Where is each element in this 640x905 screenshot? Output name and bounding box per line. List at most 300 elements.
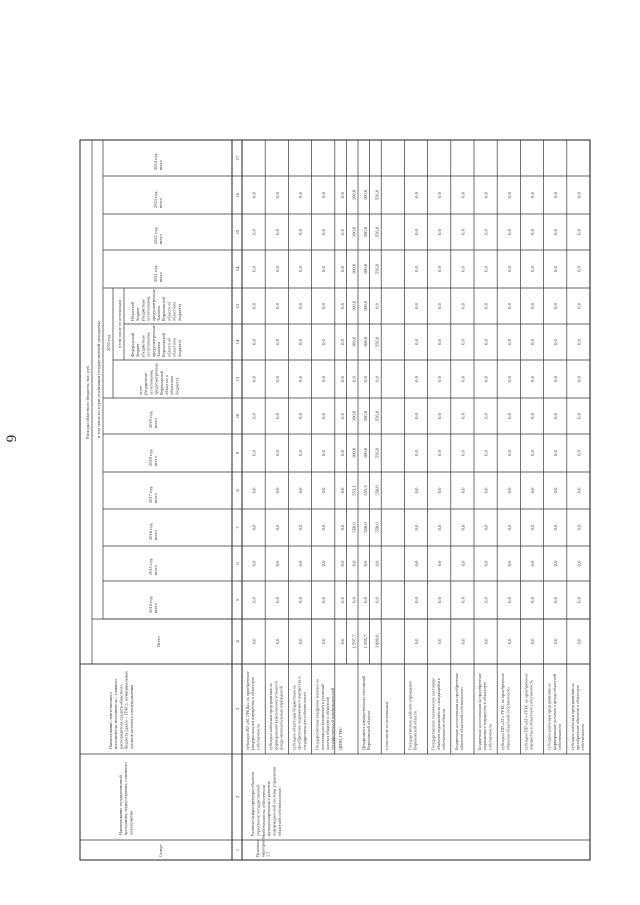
measure-label: Развитие инфраструктуры объектов	[250, 772, 255, 836]
row-value: 0,0	[251, 229, 257, 235]
row-label: объектов областной собственности	[459, 687, 464, 750]
row-value: 0,0	[339, 376, 345, 382]
header-y2022: 2022 год,	[153, 227, 158, 244]
header-program-name: программы, подпрограммы, основного	[123, 762, 129, 835]
row-value: 0,0	[274, 524, 280, 531]
row-value: 0,0	[298, 376, 303, 382]
row-value: 0,0	[374, 560, 380, 567]
header-y2023: 2023 год,	[153, 191, 158, 208]
row-label: приобретение недвижимого имущества в	[296, 676, 302, 750]
column-number: 3	[235, 707, 240, 711]
row-value: 0,0	[274, 339, 280, 345]
row-value: 0,0	[414, 192, 419, 198]
row-value: 0,0	[298, 524, 303, 531]
header-y2020-all: областью о	[164, 375, 169, 395]
column-number: 8	[235, 489, 240, 492]
column-number: 14	[235, 339, 240, 345]
row-value: 0,0	[298, 339, 303, 345]
row-value: 0,0	[298, 192, 303, 198]
row-label: в том числе по источникам	[384, 701, 390, 750]
row-value: 0,0	[274, 192, 280, 198]
row-value: 0,0	[414, 413, 419, 419]
row-value: 100,0	[351, 447, 357, 459]
header-src-federal: ассигнования,	[145, 331, 151, 357]
row-value: 100,0	[363, 300, 369, 312]
row-label: объектов областной собственности	[505, 687, 511, 750]
row-value: 0,0	[339, 487, 345, 494]
header-y2014: 2014 год,	[148, 596, 153, 613]
row-value: 0,0	[530, 266, 535, 272]
row-value: 0,0	[414, 524, 419, 531]
row-value: 0,0	[460, 266, 466, 272]
row-value: 0,0	[576, 560, 582, 567]
row-value: 100,0	[351, 263, 357, 275]
row-label: субсидии казённым предприятиям на	[546, 683, 552, 750]
header-src-regional: ассигнования,	[145, 295, 151, 321]
row-value: 0,0	[251, 413, 257, 419]
row-value: 0,0	[460, 192, 466, 198]
row-value: 0,0	[251, 638, 257, 645]
row-value: 0,0	[506, 303, 512, 309]
row-value: 553,1	[351, 485, 357, 496]
row-value: 100,0	[363, 263, 369, 275]
row-value: 0,0	[553, 266, 559, 272]
row-value: 0,0	[414, 303, 419, 309]
row-value: 0,0	[363, 560, 369, 567]
row-value: 0,0	[437, 192, 443, 198]
row-value: 0,0	[553, 450, 559, 456]
row-value: 0,0	[553, 487, 559, 494]
row-value: 0,0	[437, 638, 443, 645]
header-src-regional: Воронежской	[161, 296, 167, 321]
column-number: 1	[235, 848, 240, 852]
row-label: формирование уставного фонда областной	[551, 673, 557, 750]
row-value: 0,0	[274, 597, 280, 603]
row-label: Воронежской области	[366, 710, 372, 750]
row-value: 0,0	[437, 413, 443, 419]
header-src-federal: Законом	[156, 342, 161, 357]
row-value: 0,0	[483, 303, 489, 309]
row-value: 0,0	[576, 413, 582, 419]
header-status: Статус	[158, 844, 163, 857]
header-y2020-all: бюджете)	[174, 378, 180, 395]
row-value: 0,0	[553, 638, 559, 645]
row-label: приобретение объектов в областную	[575, 684, 580, 750]
row-label: (модернизацию) имущества в областную	[250, 676, 256, 750]
column-number: 6	[235, 562, 240, 565]
row-value: 0,0	[460, 450, 466, 456]
row-value: 0,0	[506, 524, 512, 531]
header-y2020-all: ассигнования,	[148, 369, 154, 395]
row-value: 0,0	[576, 192, 582, 198]
row-value: 0,0	[576, 450, 582, 456]
row-value: 0,0	[339, 192, 345, 198]
column-number: 14	[235, 266, 240, 272]
row-value: 0,0	[506, 376, 512, 382]
row-value: 0,0	[251, 266, 257, 272]
row-value: 553,3	[363, 485, 369, 496]
row-value: 0,0	[460, 487, 466, 494]
row-value: 0,0	[351, 560, 357, 567]
row-value: 0,0	[274, 413, 280, 419]
row-value: 0,0	[321, 192, 327, 198]
row-value: 0,0	[506, 413, 512, 419]
row-value: 0,0	[506, 487, 512, 494]
header-y2019: 2019 год,	[148, 411, 153, 428]
row-value: 0,0	[483, 192, 489, 198]
header-y2017: всего	[153, 493, 159, 503]
row-value: 0,0	[553, 339, 559, 345]
row-value: 0,0	[298, 450, 303, 456]
row-value: 0,0	[274, 450, 280, 456]
header-y2020: 2020 год	[106, 335, 111, 351]
row-value: 0,0	[576, 229, 582, 235]
column-number: 13	[235, 376, 240, 382]
row-value: 0,0	[553, 413, 559, 419]
row-label: субсидии казённым предприятиям на	[569, 683, 575, 750]
row-value: 0,0	[483, 597, 489, 603]
row-value: 0,0	[530, 339, 535, 345]
header-executor: Наименование ответственного	[108, 691, 113, 749]
measure-label: управления государственной	[255, 784, 261, 836]
row-label: фонда муниципальных учреждений	[278, 686, 284, 750]
header-executor: исполнителя, исполнителя – главного	[113, 678, 119, 749]
row-value: 0,0	[251, 192, 257, 198]
header-y2016: всего	[153, 530, 159, 540]
row-value: 0,0	[576, 376, 582, 382]
row-value: 0,0	[298, 560, 303, 567]
header-y2020-all: Воронежской	[158, 370, 164, 395]
header-src-regional: бюджет	[135, 307, 141, 321]
row-value: 0,0	[339, 524, 345, 531]
row-value: 0,0	[576, 597, 582, 603]
row-value: 0,0	[298, 266, 303, 272]
row-value: 0,0	[414, 376, 419, 382]
status-label: мероприятие	[260, 833, 266, 857]
header-src-regional: области об	[166, 301, 172, 321]
row-value: 3 886,0	[374, 634, 380, 649]
row-value: 0,0	[530, 638, 535, 645]
header-y2021: всего	[158, 272, 164, 282]
row-value: 0,0	[576, 266, 582, 272]
header-src-regional: Областной	[130, 301, 135, 321]
row-value: 0,0	[506, 229, 512, 235]
header-y2015: всего	[153, 565, 159, 575]
header-src-regional: бюджете)	[176, 304, 182, 321]
header-y2024: всего	[158, 160, 164, 170]
row-value: 0,0	[483, 339, 489, 345]
header-sources: в том числе по источникам	[117, 299, 122, 349]
header-src-federal: предусмотренные	[150, 325, 156, 357]
header-src-regional: областном	[171, 302, 177, 321]
row-label: Государственное техническое состояние	[430, 678, 436, 750]
row-label: Воронежской области	[412, 710, 418, 750]
row-value: 0,0	[339, 597, 345, 603]
row-value: 0,0	[460, 413, 466, 419]
row-label: собственности области	[441, 708, 446, 750]
row-value: 0,0	[483, 487, 489, 494]
row-value: 0,0	[339, 229, 345, 235]
header-y2024: 2024 год,	[153, 153, 158, 170]
row-value: 0,0	[483, 524, 489, 531]
row-value: 0,0	[483, 413, 489, 419]
row-value: 0,0	[460, 229, 466, 235]
header-y2018: 2018 год,	[148, 449, 153, 466]
row-value: 0,0	[483, 638, 489, 645]
row-value: 0,0	[321, 597, 327, 603]
header-y2019: всего	[153, 418, 159, 428]
row-value: 0,0	[530, 192, 535, 198]
header-program-name: мероприятия	[128, 810, 134, 835]
row-value: 0,0	[506, 192, 512, 198]
row-value: 0,0	[530, 487, 535, 494]
row-value: 100,0	[351, 189, 357, 201]
row-value: 0,0	[437, 524, 443, 531]
row-value: 0,0	[460, 376, 466, 382]
row-value: 0,0	[298, 638, 303, 645]
row-label: формирование (увеличение) уставного	[273, 680, 279, 750]
column-number: 15	[235, 303, 240, 309]
row-value: 0,0	[321, 524, 327, 531]
row-value: 100,0	[363, 336, 369, 348]
row-value: 0,0	[414, 229, 419, 235]
row-value: 0,0	[251, 487, 257, 494]
row-value: 556,0	[374, 226, 380, 238]
budget-table	[42, 136, 602, 864]
header-src-regional: предусмотренные	[150, 289, 156, 321]
row-value: 0,0	[321, 339, 327, 345]
row-value: 0,0	[274, 638, 280, 645]
header-y2017: 2017 год,	[148, 486, 153, 503]
row-value: 0,0	[506, 339, 512, 345]
row-value: 0,0	[530, 524, 535, 531]
column-number: 15	[235, 229, 240, 235]
row-value: 0,0	[437, 450, 443, 456]
row-value: 0,0	[251, 376, 257, 382]
row-value: 0,0	[506, 450, 512, 456]
header-y2018: всего	[153, 456, 159, 466]
row-value: 0,0	[460, 524, 466, 531]
row-value: 100,0	[351, 300, 357, 312]
row-value: 556,0	[374, 336, 380, 348]
row-label: субсидии казённым предприятиям на	[268, 683, 274, 750]
status-label: 1.5	[265, 851, 271, 857]
row-value: 100,0	[351, 336, 357, 348]
row-value: 0,0	[274, 303, 280, 309]
row-value: 0,0	[339, 413, 345, 419]
row-value: 0,0	[530, 597, 535, 603]
column-number: 2	[235, 795, 240, 799]
measure-label: областной собственностью	[277, 787, 282, 836]
column-number: 9	[235, 451, 240, 455]
header-src-regional: Законом	[156, 306, 161, 321]
row-value: 0,0	[339, 303, 345, 309]
row-value: 0,0	[437, 597, 443, 603]
row-value: 0,0	[339, 560, 345, 567]
column-number: 5	[235, 598, 240, 602]
row-value: 0,0	[374, 597, 380, 603]
row-value: 0,0	[339, 450, 345, 456]
row-value: 0,0	[576, 303, 582, 309]
header-y2020-all: предусмотренные	[153, 363, 159, 395]
row-value: 0,0	[374, 376, 380, 382]
row-label: Департамент имущественных отношений	[361, 675, 366, 750]
status-label: Основное	[255, 839, 261, 857]
row-label: субсидии АО «АС ГРЕДа» на приобретение	[245, 671, 250, 750]
row-value: 0,0	[363, 376, 369, 382]
row-value: 100,0	[351, 410, 357, 422]
header-y2021: 2021 год,	[153, 265, 158, 282]
row-value: 0,0	[553, 376, 559, 382]
measure-label: информационной системы управления	[271, 767, 277, 836]
header-total: Всего	[156, 636, 161, 647]
row-label: собственности	[557, 723, 562, 750]
row-value: 100,0	[351, 226, 357, 238]
row-value: 0,0	[506, 266, 512, 272]
row-label: субсидии ПП «АГ»-ГРБС на приобретение	[500, 673, 506, 750]
row-value: 1 595,7	[363, 634, 369, 649]
header-src-federal: бюджет	[135, 343, 141, 357]
row-value: 0,0	[339, 638, 345, 645]
header-src-federal: (бюджетные	[140, 334, 146, 357]
row-value: 0,0	[553, 192, 559, 198]
row-value: 0,0	[437, 229, 443, 235]
row-value: 0,0	[298, 487, 303, 494]
row-value: 0,0	[339, 266, 345, 272]
measure-label: функционирования и развития	[266, 781, 272, 836]
row-value: 0,0	[483, 376, 489, 382]
header-by-years: в том числе по годам реализации государственной программы	[96, 321, 101, 438]
header-src-federal: областном	[171, 338, 177, 357]
row-value: 0,0	[483, 266, 489, 272]
row-value: 0,0	[437, 266, 443, 272]
header-executor: распорядителя средств областного	[118, 684, 124, 749]
row-value: 0,0	[298, 413, 303, 419]
row-value: 0,0	[251, 303, 257, 309]
measure-label: собственности, обеспечения	[260, 785, 266, 836]
row-value: 0,0	[298, 229, 303, 235]
row-value: 0,0	[483, 229, 489, 235]
row-label: субсидии ПП «АГ»-ГРБС на приобретение	[523, 673, 529, 750]
header-y2020-all: (бюджетные	[143, 372, 149, 395]
row-value: 0,0	[274, 560, 280, 567]
row-value: 0,0	[460, 597, 466, 603]
row-value: 0,0	[251, 339, 257, 345]
row-value: 0,0	[321, 450, 327, 456]
row-value: 0,0	[321, 413, 327, 419]
row-value: 0,0	[321, 303, 327, 309]
row-value: 0,0	[437, 560, 443, 567]
row-value: 0,0	[460, 638, 466, 645]
row-value: 0,0	[530, 560, 535, 567]
row-value: 0,0	[414, 266, 419, 272]
row-value: 100,0	[363, 226, 369, 238]
row-value: 0,0	[506, 560, 512, 567]
row-value: 0,0	[321, 376, 327, 382]
row-value: 0,0	[530, 450, 535, 456]
row-value: 1 597,7	[351, 634, 357, 649]
header-expenses: Расходы областного бюджета, тыс. руб.	[85, 365, 90, 439]
row-label: собственность	[255, 724, 261, 750]
rotated-budget-table	[42, 136, 602, 864]
row-value: 0,0	[414, 597, 419, 603]
row-value: 0,0	[414, 638, 419, 645]
row-value: 0,0	[251, 560, 257, 567]
row-value: 0,0	[414, 560, 419, 567]
row-value: 0,0	[414, 487, 419, 494]
row-value: 0,0	[321, 487, 327, 494]
row-value: 0,0	[530, 376, 535, 382]
row-value: 558,0	[374, 522, 380, 533]
row-value: 0,0	[460, 560, 466, 567]
row-label: государственную собственность	[301, 692, 307, 750]
row-value: 0,0	[460, 339, 466, 345]
page-number: 6	[2, 434, 19, 443]
row-value: 0,0	[530, 229, 535, 235]
row-value: 0,0	[251, 597, 257, 603]
row-value: 0,0	[483, 450, 489, 456]
header-y2023: всего	[158, 198, 164, 208]
header-src-federal: бюджете)	[176, 340, 182, 357]
row-value: 0,0	[506, 597, 512, 603]
row-label: Государственные внедрения техники на	[314, 679, 320, 750]
row-value: 0,0	[530, 413, 535, 419]
row-value: 0,0	[251, 450, 257, 456]
header-y2014: всего	[153, 603, 159, 613]
row-value: 0,0	[437, 303, 443, 309]
row-value: 556,0	[374, 189, 380, 201]
row-label: субсидии областным бюджетным на	[291, 685, 297, 750]
row-value: 0,0	[351, 597, 357, 603]
row-value: 0,0	[553, 524, 559, 531]
row-value: 558,0	[374, 485, 380, 496]
row-value: 0,0	[414, 339, 419, 345]
row-value: 0,0	[274, 376, 280, 382]
header-program-name: Наименование государственной	[118, 775, 123, 835]
row-value: 0,0	[553, 560, 559, 567]
row-value: 0,0	[460, 303, 466, 309]
row-label: имущества в областную собственность	[528, 680, 534, 750]
row-label: объектов недвижимости, находящейся в	[435, 678, 441, 750]
row-label: капитал обществ и областной	[325, 697, 330, 750]
header-src-regional: (бюджетные	[140, 298, 146, 321]
row-value: 0,0	[437, 339, 443, 345]
row-value: 0,0	[553, 229, 559, 235]
row-value: 0,0	[298, 597, 303, 603]
row-value: 0,0	[576, 524, 582, 531]
row-value: 0,0	[553, 303, 559, 309]
column-number: 10	[235, 413, 240, 419]
header-executor: бюджета (далее – ГРБС), муниципальных	[123, 670, 129, 749]
header-src-federal: Федеральный	[130, 332, 135, 357]
row-value: 0,0	[321, 638, 327, 645]
row-value: 558,0	[351, 522, 357, 533]
row-value: 0,0	[251, 524, 257, 531]
row-value: 0,0	[530, 303, 535, 309]
row-label: Бюджетные ассигнования на приобретение	[453, 673, 459, 750]
row-value: 558,0	[363, 522, 369, 533]
row-value: 0,0	[321, 266, 327, 272]
column-number: 16	[235, 192, 240, 198]
header-y2020-all: областном	[169, 376, 175, 395]
column-number: 17	[235, 155, 240, 161]
row-value: 0,0	[437, 376, 443, 382]
row-value: 0,0	[321, 229, 327, 235]
row-label: Бюджетные ассигнования на приобретение	[477, 673, 482, 750]
row-value: 0,0	[576, 487, 582, 494]
header-y2022: всего	[158, 234, 164, 244]
row-value: 0,0	[274, 229, 280, 235]
